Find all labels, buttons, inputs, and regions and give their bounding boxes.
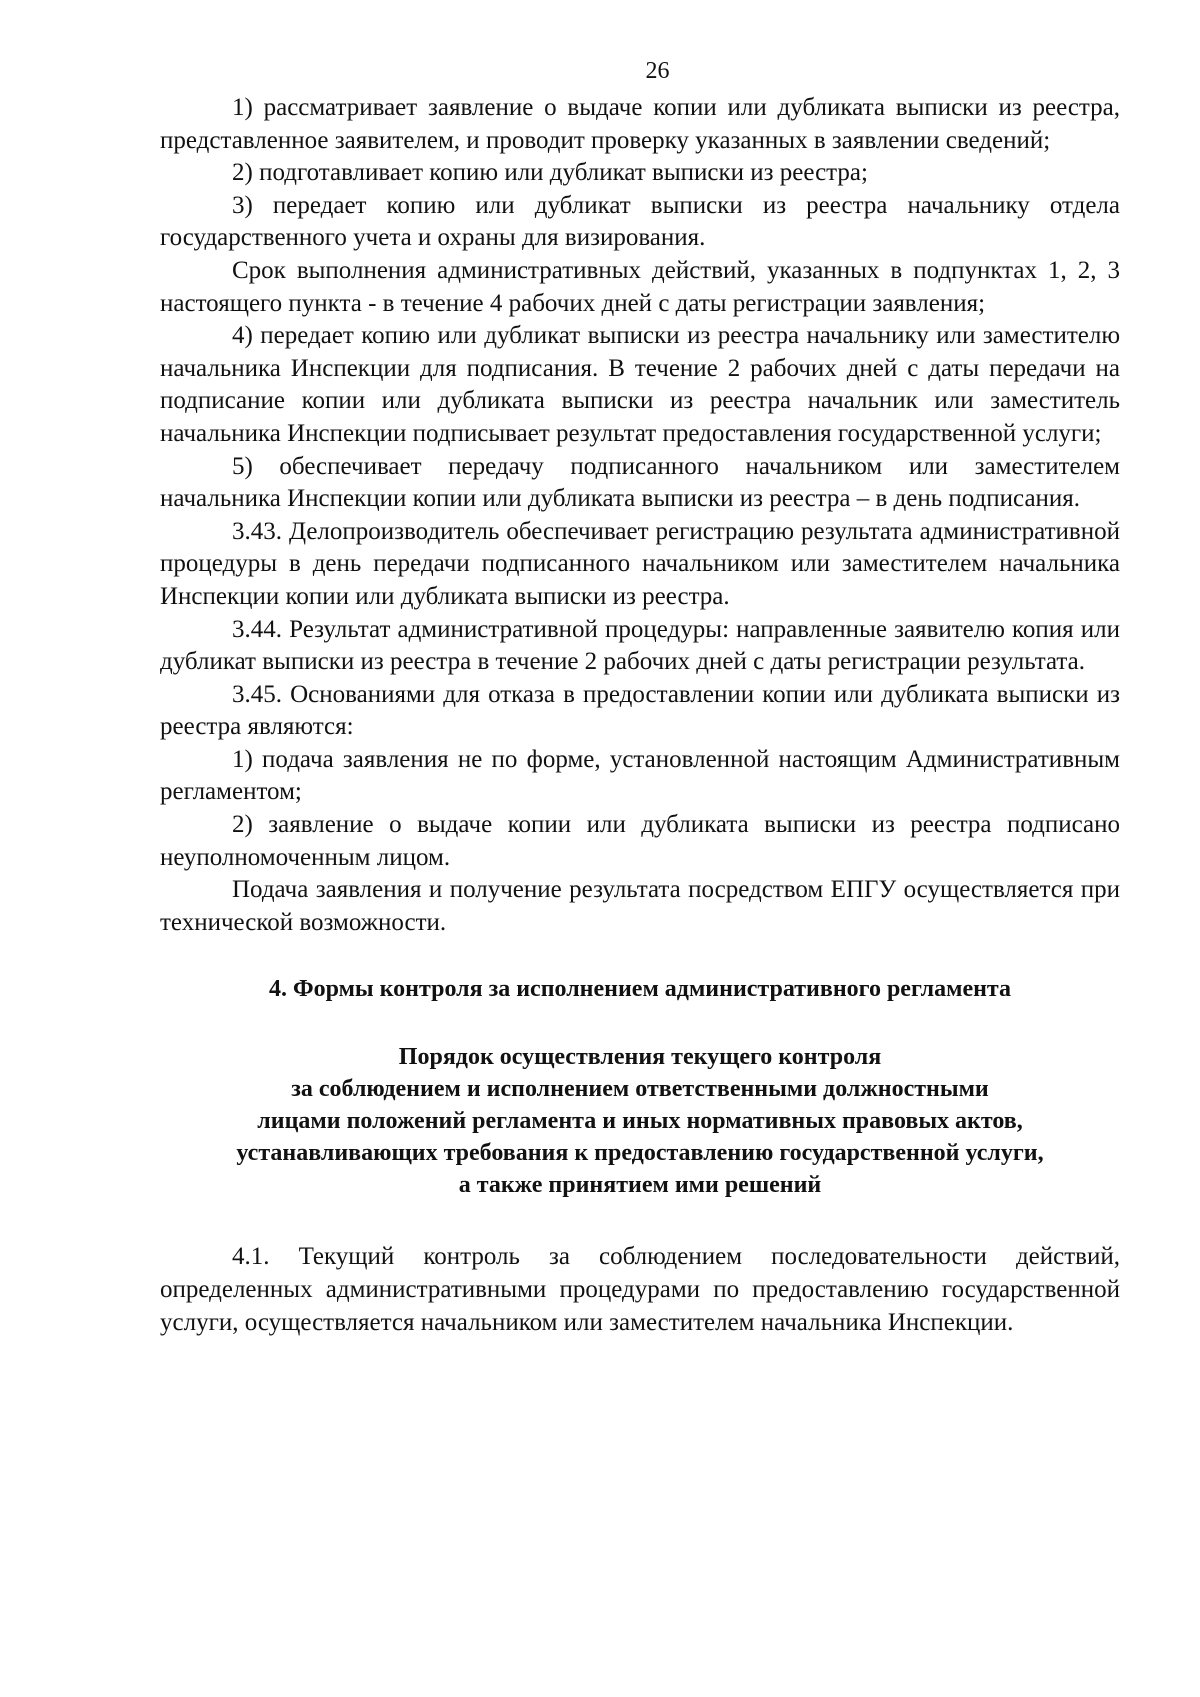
paragraph-3-45: 3.45. Основаниями для отказа в предоставлении копии или дубликата выписки из реестра являются: [160,680,1120,741]
paragraph-item-4: 4) передает копию или дубликат выписки из реестра начальнику или заместителю начальника Инспекции для подписания. В течение 2 рабочих дней с даты передачи на подписание копии или дубликата выписки из реестра начальник или заместитель начальника Инспекции подписывает результат предоставления государственной услуги; [160,322,1120,447]
paragraph-item-3: 3) передает копию или дубликат выписки из реестра начальнику отдела государственного учета и охраны для визирования. [160,191,1120,252]
body-text-top [160,92,1120,939]
paragraph-item-5: 5) обеспечивает передачу подписанного начальником или заместителем начальника Инспекции копии или дубликата выписки из реестра – в день подписания. [160,452,1120,513]
body-text-bottom [160,1241,1120,1339]
paragraph-refusal-1: 1) подача заявления не по форме, установленной настоящим Административным регламентом; [160,745,1120,806]
paragraph-item-1: 1) рассматривает заявление о выдаче копии или дубликата выписки из реестра, представленное заявителем, и проводит проверку указанных в заявлении сведений; [160,94,1120,154]
paragraph-3-44: 3.44. Результат административной процедуры: направленные заявителю копия или дубликат выписки из реестра в течение 2 рабочих дней с даты регистрации результата. [160,615,1120,676]
section-title: 4. Формы контроля за исполнением административного регламента [268,976,1012,1003]
paragraph-epgu: Подача заявления и получение результата посредством ЕПГУ осуществляется при технической возможности. [160,876,1120,936]
paragraph-4-1: 4.1. Текущий контроль за соблюдением последовательности действий, определенных административными процедурами по предоставлению государственной услуги, осуществляется начальником или заместителем начальника Инспекции. [160,1243,1120,1336]
subsection-title-line-5: а также принятием ими решений [458,1172,822,1199]
subsection-title [160,1041,1120,1201]
subsection-title-line-2: за соблюдением и исполнением ответственными должностными [291,1076,989,1103]
paragraph-item-2: 2) подготавливает копию или дубликат выписки из реестра; [232,159,868,187]
paragraph-refusal-2: 2) заявление о выдаче копии или дубликата выписки из реестра подписано неуполномоченным лицом. [160,811,1120,871]
subsection-title-line-3: лицами положений регламента и иных нормативных правовых актов, [257,1108,1023,1135]
paragraph-3-43: 3.43. Делопроизводитель обеспечивает регистрацию результата административной процедуры в день передачи подписанного начальником или заместителем начальника Инспекции копии или дубликата выписки из реестра. [160,517,1120,610]
paragraph-deadline: Срок выполнения административных действий, указанных в подпунктах 1, 2, 3 настоящего пункта - в течение 4 рабочих дней с даты регистрации заявления; [160,256,1120,317]
subsection-title-line-4: устанавливающих требования к предоставлению государственной услуги, [236,1140,1044,1167]
subsection-title-line-1: Порядок осуществления текущего контроля [398,1044,882,1071]
page-number: 26 [645,58,670,84]
